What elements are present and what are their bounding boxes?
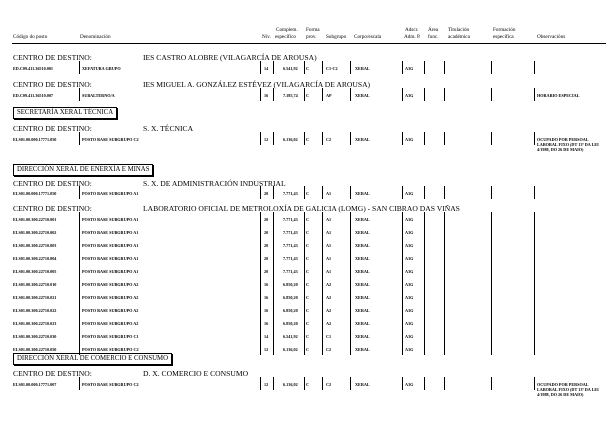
col-observacions: Observacións (537, 34, 566, 40)
row-niv: 12 (264, 137, 269, 142)
row-comp: 6.541,92 (283, 334, 298, 339)
row-sub: C1 (326, 334, 332, 339)
row-den: POSTO BASE SUBGRUPO C2 (82, 347, 139, 352)
row-sub: A1 (326, 230, 332, 235)
row-niv: 16 (264, 321, 269, 326)
row-adscr: A3G (405, 295, 414, 300)
table-row (0, 267, 615, 278)
row-niv: 14 (264, 334, 269, 339)
col-adscr-2: Adm. P. (404, 34, 421, 40)
row-comp: 6.541,92 (283, 66, 298, 71)
row-sub: A2 (326, 295, 332, 300)
row-corpo: XERAL (355, 66, 370, 71)
centro-label: CENTRO DE DESTINO: (13, 53, 92, 62)
col-adscr: Adscr. (405, 27, 419, 33)
row-forma: C (306, 295, 310, 300)
row-niv: 16 (264, 308, 269, 313)
col-niv: Nív. (262, 34, 271, 40)
row-sub: A1 (326, 256, 332, 261)
row-sub: C1-C2 (326, 66, 338, 71)
row-corpo: XERAL (355, 256, 370, 261)
row-den: POSTO BASE SUBGRUPO C1 (82, 334, 139, 339)
row-adscr: A3G (405, 137, 414, 142)
col-area-2: func. (428, 34, 439, 40)
row-comp: 6.136,02 (283, 137, 298, 142)
centro-destino (13, 179, 286, 188)
col-forma-2: prov. (306, 34, 317, 40)
col-complem: Complem. (276, 27, 298, 33)
row-niv: 12 (264, 347, 269, 352)
centro-destino (13, 53, 317, 62)
col-titulacion-2: académica (448, 34, 470, 40)
row-code: EI.S01.00.300.22710.010 (13, 282, 57, 287)
row-den: POSTO BASE SUBGRUPO A1 (82, 217, 139, 222)
row-corpo: XERAL (355, 308, 370, 313)
row-corpo: XERAL (355, 230, 370, 235)
centro-label: CENTRO DE DESTINO: (13, 204, 92, 213)
centro-name: IES CASTRO ALOBRE (VILAGARCÍA DE AROUSA) (143, 53, 317, 62)
table-row (0, 293, 615, 304)
row-sub: A1 (326, 243, 332, 248)
row-comp: 7.771,43 (283, 217, 298, 222)
row-forma: C (306, 93, 310, 98)
row-niv: 20 (264, 230, 269, 235)
row-den: SUBALTERNO/A (82, 93, 115, 98)
table-row (0, 380, 615, 397)
col-denominacion: Denominación (80, 34, 111, 40)
row-code: EI.S01.00.000.17771.050 (13, 137, 57, 142)
col-area: Área (428, 27, 439, 33)
table-row (0, 306, 615, 317)
row-sub: A1 (326, 217, 332, 222)
row-den: POSTO BASE SUBGRUPO A1 (82, 269, 139, 274)
row-code: EI.S01.00.300.22710.050 (13, 347, 57, 352)
row-forma: C (306, 334, 310, 339)
row-niv: 20 (264, 191, 269, 196)
row-code: EI.S01.00.300.22710.021 (13, 295, 57, 300)
table-row (0, 135, 615, 152)
row-sub: AP (326, 93, 332, 98)
centro-name: D. X. COMERCIO E CONSUMO (143, 369, 249, 378)
col-formacion-2: específica (493, 34, 514, 40)
row-adscr: A3G (405, 321, 414, 326)
row-den: POSTO BASE SUBGRUPO A2 (82, 321, 139, 326)
row-comp: 7.185,74 (283, 93, 298, 98)
row-obs: HORARIO ESPECIAL (537, 93, 580, 98)
row-comp: 6.850,20 (283, 282, 298, 287)
row-sub: C2 (326, 137, 332, 142)
centro-name: IES MIGUEL A. GONZÁLEZ ESTÉVEZ (VILAGARCÍA DE AROUSA) (143, 80, 371, 89)
row-den: POSTO BASE SUBGRUPO C2 (82, 382, 139, 387)
centro-name: S. X. TÉCNICA (143, 124, 194, 133)
row-corpo: XERAL (355, 93, 370, 98)
row-niv: 12 (264, 382, 269, 387)
row-code: EI.S01.00.300.22710.002 (13, 230, 57, 235)
row-adscr: A3G (405, 66, 414, 71)
centro-label: CENTRO DE DESTINO: (13, 369, 92, 378)
table-row (0, 228, 615, 239)
row-adscr: A3G (405, 256, 414, 261)
row-adscr: A3G (405, 269, 414, 274)
row-adscr: A3G (405, 191, 414, 196)
row-adscr: A3G (405, 282, 414, 287)
row-den: POSTO BASE SUBGRUPO A2 (82, 308, 139, 313)
row-sub: A1 (326, 191, 332, 196)
row-forma: C (306, 321, 310, 326)
row-den: POSTO BASE SUBGRUPO A1 (82, 230, 139, 235)
row-forma: C (306, 230, 310, 235)
row-adscr: A3G (405, 230, 414, 235)
row-corpo: XERAL (355, 191, 370, 196)
row-corpo: XERAL (355, 347, 370, 352)
row-code: EI.S01.00.300.22710.001 (13, 217, 57, 222)
col-titulacion: Titulación (448, 27, 470, 33)
row-corpo: XERAL (355, 217, 370, 222)
row-niv: 14 (264, 66, 269, 71)
row-forma: C (306, 256, 310, 261)
centro-name: LABORATORIO OFICIAL DE METROLOXÍA DE GALICIA (LOMG) - SAN CIBRAO DAS VIÑAS (143, 204, 460, 213)
table-row (0, 332, 615, 343)
row-corpo: XERAL (355, 321, 370, 326)
row-niv: 20 (264, 243, 269, 248)
row-adscr: A3G (405, 382, 414, 387)
centro-destino (13, 80, 371, 89)
row-den: XEFATURA GRUPO (82, 66, 121, 71)
col-complem-2: específico (275, 34, 297, 40)
row-den: POSTO BASE SUBGRUPO A2 (82, 282, 139, 287)
section-heading: SECRETARÍA XERAL TÉCNICA (13, 107, 117, 119)
table-row (0, 64, 615, 75)
row-den: POSTO BASE SUBGRUPO A1 (82, 243, 139, 248)
row-forma: C (306, 66, 310, 71)
centro-destino (13, 369, 249, 378)
section-heading: DIRECCIÓN XERAL DE ENERXÍA E MINAS (13, 164, 153, 176)
row-sub: A2 (326, 321, 332, 326)
row-code: ED.C09.411.36510.001 (13, 66, 54, 71)
row-corpo: XERAL (355, 243, 370, 248)
centro-label: CENTRO DE DESTINO: (13, 179, 92, 188)
row-forma: C (306, 243, 310, 248)
row-code: EI.S01.00.000.17771.007 (13, 382, 57, 387)
row-adscr: A3G (405, 347, 414, 352)
table-row (0, 254, 615, 265)
header-rule (12, 43, 606, 44)
row-niv: 16 (264, 282, 269, 287)
table-row (0, 241, 615, 252)
row-comp: 7.771,43 (283, 230, 298, 235)
row-code: EI.S01.00.300.22710.030 (13, 334, 57, 339)
row-forma: C (306, 308, 310, 313)
row-adscr: A3G (405, 308, 414, 313)
table-row (0, 91, 615, 102)
row-sub: A1 (326, 269, 332, 274)
centro-label: CENTRO DE DESTINO: (13, 80, 92, 89)
row-den: POSTO BASE SUBGRUPO A1 (82, 256, 139, 261)
row-corpo: XERAL (355, 334, 370, 339)
row-adscr: A3G (405, 243, 414, 248)
row-comp: 7.771,43 (283, 256, 298, 261)
row-forma: C (306, 217, 310, 222)
row-forma: C (306, 382, 310, 387)
row-sub: A2 (326, 308, 332, 313)
row-sub: A2 (326, 282, 332, 287)
row-forma: C (306, 191, 310, 196)
row-adscr: A3G (405, 334, 414, 339)
row-code: EI.S01.00.000.17771.050 (13, 191, 57, 196)
row-forma: C (306, 137, 310, 142)
row-niv: 20 (264, 217, 269, 222)
row-obs: OCUPADO POR PERSOAL LABORAL FIXO (DT 13ª DA LEI 4/1988, DO 26 DE MAIO) (537, 137, 599, 152)
table-row (0, 280, 615, 291)
row-niv: 16 (264, 295, 269, 300)
row-forma: C (306, 269, 310, 274)
row-comp: 7.771,43 (283, 269, 298, 274)
row-code: EI.S01.00.300.22710.005 (13, 269, 57, 274)
row-den: POSTO BASE SUBGRUPO A2 (82, 295, 139, 300)
row-niv: 20 (264, 269, 269, 274)
row-code: ED.C09.411.36510.007 (13, 93, 54, 98)
row-corpo: XERAL (355, 269, 370, 274)
centro-name: S. X. DE ADMINISTRACIÓN INDUSTRIAL (143, 179, 286, 188)
row-obs: OCUPADO POR PERSOAL LABORAL FIXO (DT 13ª DA LEI 4/1988, DO 26 DE MAIO) (537, 382, 599, 397)
row-forma: C (306, 347, 310, 352)
col-corpo: Corpo/escala (354, 34, 382, 40)
row-niv: 16 (264, 93, 269, 98)
row-forma: C (306, 282, 310, 287)
row-comp: 6.136,02 (283, 382, 298, 387)
row-corpo: XERAL (355, 282, 370, 287)
row-comp: 6.850,20 (283, 321, 298, 326)
row-code: EI.S01.00.300.22710.023 (13, 321, 57, 326)
row-comp: 7.771,43 (283, 191, 298, 196)
section-heading: DIRECCIÓN XERAL DE COMERCIO E CONSUMO (13, 353, 172, 365)
row-comp: 6.136,02 (283, 347, 298, 352)
col-subgrupo: Subgrupo (326, 34, 347, 40)
centro-destino (13, 204, 460, 213)
row-sub: C2 (326, 382, 332, 387)
col-forma: Forma (306, 27, 320, 33)
row-adscr: A3G (405, 93, 414, 98)
row-comp: 7.771,43 (283, 243, 298, 248)
row-corpo: XERAL (355, 382, 370, 387)
row-corpo: XERAL (355, 295, 370, 300)
row-den: POSTO BASE SUBGRUPO C2 (82, 137, 139, 142)
centro-label: CENTRO DE DESTINO: (13, 124, 92, 133)
row-niv: 20 (264, 256, 269, 261)
table-row (0, 189, 615, 200)
centro-destino (13, 124, 194, 133)
row-comp: 6.850,20 (283, 295, 298, 300)
col-codigo: Código do posto (13, 34, 48, 40)
row-sub: C2 (326, 347, 332, 352)
row-code: EI.S01.00.300.22710.003 (13, 243, 57, 248)
col-formacion: Formación (493, 27, 516, 33)
row-corpo: XERAL (355, 137, 370, 142)
row-code: EI.S01.00.300.22710.004 (13, 256, 57, 261)
row-den: POSTO BASE SUBGRUPO A1 (82, 191, 139, 196)
row-code: EI.S01.00.300.22710.022 (13, 308, 57, 313)
table-row (0, 215, 615, 226)
table-row (0, 319, 615, 330)
row-comp: 6.850,20 (283, 308, 298, 313)
row-adscr: A3G (405, 217, 414, 222)
